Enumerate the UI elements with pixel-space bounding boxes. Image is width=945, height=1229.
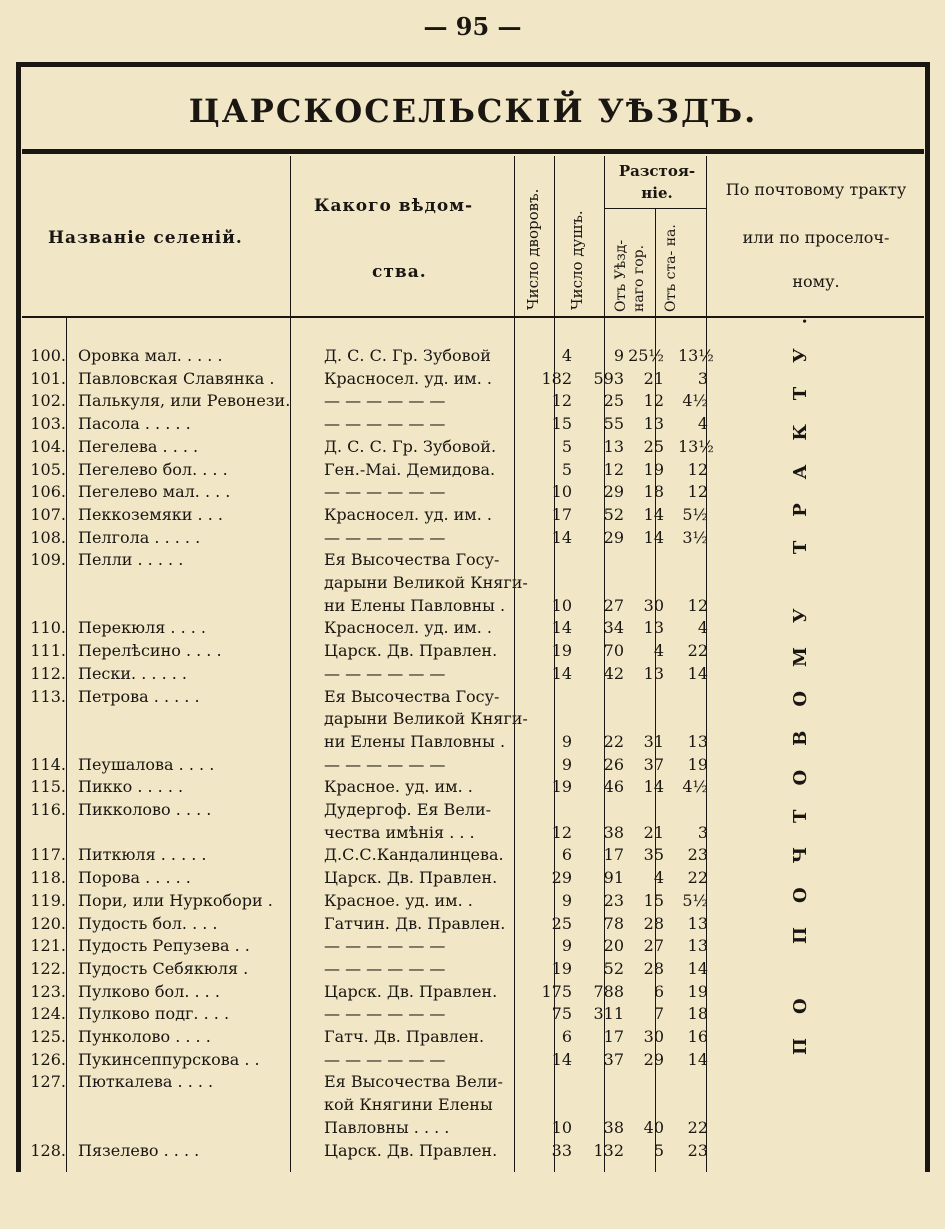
department: Ген.-Маі. Демидова. xyxy=(324,459,496,479)
department: ни Елены Павловны . xyxy=(324,595,506,615)
houses-count: 9 xyxy=(561,754,572,774)
distance-town: 29 xyxy=(643,1049,664,1069)
souls-count: 42 xyxy=(603,663,624,683)
distance-station: 3 xyxy=(697,368,708,388)
table-row xyxy=(22,346,924,369)
department: Царск. Дв. Правлен. xyxy=(324,641,498,661)
houses-count: 9 xyxy=(561,731,572,751)
row-number: 122. xyxy=(30,958,66,978)
row-number: 120. xyxy=(30,913,66,933)
table-row xyxy=(22,1050,924,1073)
distance-station: 23 xyxy=(687,1140,708,1160)
village-name: Перелѣсино . . . . xyxy=(78,641,222,661)
table-row xyxy=(22,641,924,664)
distance-station: 4½ xyxy=(682,777,708,797)
header-names: Названіе селеній. xyxy=(48,228,243,248)
distance-town: 6 xyxy=(653,981,664,1001)
table-row xyxy=(22,1072,924,1095)
row-number: 118. xyxy=(30,868,66,888)
distance-town: 37 xyxy=(643,754,664,774)
village-name: Пулково подг. . . . xyxy=(78,1004,230,1024)
distance-station: 12 xyxy=(687,459,708,479)
souls-count: 23 xyxy=(603,890,624,910)
houses-count: 5 xyxy=(561,436,572,456)
village-name: Пески. . . . . . xyxy=(78,663,187,683)
table-row xyxy=(22,687,924,710)
row-number: 105. xyxy=(30,459,66,479)
header-postal-3: ному. xyxy=(792,272,840,291)
souls-count: 37 xyxy=(603,1049,624,1069)
distance-station: 12 xyxy=(687,595,708,615)
distance-station: 13 xyxy=(687,913,708,933)
table-row xyxy=(22,391,924,414)
houses-count: 5 xyxy=(561,459,572,479)
distance-town: 7 xyxy=(653,1004,664,1024)
department: Д. С. С. Гр. Зубовой. xyxy=(324,436,497,456)
distance-station: 13 xyxy=(687,936,708,956)
village-name: Пунколово . . . . xyxy=(78,1027,211,1046)
distance-town: 30 xyxy=(643,1027,664,1046)
souls-count: 17 xyxy=(603,1027,624,1046)
village-name: Пязелево . . . . xyxy=(78,1140,200,1160)
houses-count: 17 xyxy=(551,504,572,524)
row-number: 104. xyxy=(30,436,66,456)
table-row xyxy=(22,823,924,846)
souls-count: 55 xyxy=(603,414,624,434)
distance-station: 22 xyxy=(687,641,708,661)
department: чества имѣнія . . . xyxy=(324,822,475,842)
department: дарыни Великой Княги- xyxy=(324,709,528,729)
souls-count: 52 xyxy=(603,504,624,524)
department: Царск. Дв. Правлен. xyxy=(324,868,498,888)
distance-town: 14 xyxy=(643,504,664,524)
row-number: 111. xyxy=(30,641,66,661)
distance-town: 27 xyxy=(643,936,664,956)
department: Дудергоф. Ея Вели- xyxy=(324,800,492,819)
distance-town: 19 xyxy=(643,459,664,479)
table-row xyxy=(22,755,924,778)
department: — — — — — — xyxy=(324,482,446,502)
distance-town: 35 xyxy=(643,845,664,865)
department: Павловны . . . . xyxy=(324,1117,450,1137)
souls-count: 29 xyxy=(603,482,624,502)
houses-count: 25 xyxy=(551,913,572,933)
village-name: Палькуля, или Ревонези. xyxy=(78,391,291,411)
row-number: 100. xyxy=(30,346,66,365)
department: Ея Высочества Госу- xyxy=(324,686,500,706)
row-number: 117. xyxy=(30,845,66,865)
table-row xyxy=(22,482,924,505)
table-row xyxy=(22,528,924,551)
distance-town: 21 xyxy=(643,368,664,388)
row-number: 123. xyxy=(30,981,66,1001)
distance-town: 40 xyxy=(643,1117,664,1137)
village-name: Пудость Себякюля . xyxy=(78,958,249,978)
village-name: Перекюля . . . . xyxy=(78,618,207,638)
houses-count: 10 xyxy=(551,482,572,502)
distance-town: 13 xyxy=(643,618,664,638)
distance-station: 18 xyxy=(687,1004,708,1024)
village-name: Пудость бол. . . . xyxy=(78,913,218,933)
distance-station: 3 xyxy=(697,822,708,842)
souls-count: 13 xyxy=(603,436,624,456)
distance-town: 30 xyxy=(643,595,664,615)
row-number: 108. xyxy=(30,527,66,547)
table-row xyxy=(22,550,924,573)
table-row xyxy=(22,664,924,687)
houses-count: 14 xyxy=(551,663,572,683)
department: — — — — — — xyxy=(324,414,446,434)
table-row xyxy=(22,460,924,483)
row-number: 127. xyxy=(30,1072,66,1092)
houses-count: 75 xyxy=(551,1004,572,1024)
row-number: 114. xyxy=(30,754,66,774)
houses-count: 33 xyxy=(551,1140,572,1160)
distance-town: 21 xyxy=(643,822,664,842)
distance-town: 15 xyxy=(643,890,664,910)
village-name: Пулково бол. . . . xyxy=(78,981,220,1001)
department: — — — — — — xyxy=(324,1049,446,1069)
department: Красносел. уд. им. . xyxy=(324,368,492,388)
houses-count: 9 xyxy=(561,936,572,956)
distance-town: 28 xyxy=(643,958,664,978)
houses-count: 175 xyxy=(541,981,572,1001)
department: Гатч. Дв. Правлен. xyxy=(324,1027,485,1046)
header-souls: Число душъ. xyxy=(568,210,586,310)
distance-station: 5½ xyxy=(682,504,708,524)
distance-divider xyxy=(604,208,706,209)
souls-count: 22 xyxy=(603,731,624,751)
table-row xyxy=(22,709,924,732)
distance-station: 14 xyxy=(687,958,708,978)
table-row xyxy=(22,914,924,937)
header-postal-1: По почтовому тракту xyxy=(725,180,907,199)
row-number: 128. xyxy=(30,1140,66,1160)
row-number: 107. xyxy=(30,504,66,524)
souls-count: 34 xyxy=(603,618,624,638)
souls-count: 27 xyxy=(603,595,624,615)
souls-count: 593 xyxy=(593,368,624,388)
row-number: 103. xyxy=(30,414,66,434)
department: Д. С. С. Гр. Зубовой xyxy=(324,346,491,365)
row-number: 116. xyxy=(30,800,66,819)
houses-count: 6 xyxy=(561,1027,572,1046)
houses-count: 19 xyxy=(551,641,572,661)
distance-station: 19 xyxy=(687,754,708,774)
souls-count: 26 xyxy=(603,754,624,774)
department: кой Княгини Елены xyxy=(324,1095,493,1115)
village-name: Порова . . . . . xyxy=(78,868,191,888)
distance-town: 5 xyxy=(653,1140,664,1160)
distance-town: 31 xyxy=(643,731,664,751)
houses-count: 14 xyxy=(551,527,572,547)
table-row xyxy=(22,936,924,959)
village-name: Пелгола . . . . . xyxy=(78,527,201,547)
row-number: 110. xyxy=(30,618,66,638)
department: Д.С.С.Кандалинцева. xyxy=(324,845,504,865)
department: — — — — — — xyxy=(324,958,446,978)
houses-count: 12 xyxy=(551,391,572,411)
department: дарыни Великой Княги- xyxy=(324,573,528,592)
header-distance: Разстоя- ніе. xyxy=(618,162,696,202)
header-dept-1: Какого вѣдом- xyxy=(314,196,474,216)
souls-count: 17 xyxy=(603,845,624,865)
distance-station: 3½ xyxy=(682,527,708,547)
village-name: Пюткалева . . . . xyxy=(78,1072,214,1092)
village-name: Пегелево бол. . . . xyxy=(78,459,228,479)
distance-town: 14 xyxy=(643,527,664,547)
souls-count: 91 xyxy=(603,868,624,888)
houses-count: 15 xyxy=(551,414,572,434)
department: — — — — — — xyxy=(324,1004,446,1024)
distance-station: 12 xyxy=(687,482,708,502)
table-row xyxy=(22,1004,924,1027)
department: — — — — — — xyxy=(324,936,446,956)
distance-station: 4 xyxy=(697,618,708,638)
department: — — — — — — xyxy=(324,391,446,411)
souls-count: 132 xyxy=(593,1140,624,1160)
row-number: 115. xyxy=(30,777,66,797)
table-row xyxy=(22,732,924,755)
souls-count: 25 xyxy=(603,391,624,411)
row-number: 119. xyxy=(30,890,66,910)
village-name: Питкюля . . . . . xyxy=(78,845,207,865)
distance-station: 19 xyxy=(687,981,708,1001)
houses-count: 182 xyxy=(541,368,572,388)
souls-count: 38 xyxy=(603,1117,624,1137)
title-box xyxy=(22,70,924,154)
village-name: Пегелево мал. . . . xyxy=(78,482,231,502)
distance-station: 14 xyxy=(687,1049,708,1069)
souls-count: 20 xyxy=(603,936,624,956)
village-name: Пелли . . . . . xyxy=(78,550,184,570)
department: — — — — — — xyxy=(324,663,446,683)
row-number: 126. xyxy=(30,1049,66,1069)
village-name: Пеккоземяки . . . xyxy=(78,504,223,524)
village-name: Пасола . . . . . xyxy=(78,414,191,434)
table-row xyxy=(22,891,924,914)
houses-count: 4 xyxy=(561,346,572,365)
houses-count: 14 xyxy=(551,618,572,638)
table-row xyxy=(22,505,924,528)
village-name: Пикколово . . . . xyxy=(78,800,212,819)
row-number: 113. xyxy=(30,686,66,706)
row-number: 125. xyxy=(30,1027,66,1046)
village-name: Оровка мал. . . . . xyxy=(78,346,223,365)
distance-station: 16 xyxy=(687,1027,708,1046)
village-name: Пори, или Нуркобори . xyxy=(78,890,273,910)
table-row xyxy=(22,596,924,619)
department: Царск. Дв. Правлен. xyxy=(324,981,498,1001)
distance-station: 4½ xyxy=(682,391,708,411)
distance-station: 13½ xyxy=(678,436,714,456)
table-row xyxy=(22,982,924,1005)
table-row xyxy=(22,437,924,460)
village-name: Пегелева . . . . xyxy=(78,436,199,456)
page-number: — 95 — xyxy=(423,12,522,41)
table-row xyxy=(22,573,924,596)
table-row xyxy=(22,414,924,437)
table-row xyxy=(22,777,924,800)
table-row xyxy=(22,959,924,982)
houses-count: 6 xyxy=(561,845,572,865)
department: Красное. уд. им. . xyxy=(324,890,473,910)
houses-count: 19 xyxy=(551,777,572,797)
header-from-station: Отъ ста- на. xyxy=(663,224,679,312)
distance-station: 22 xyxy=(687,1117,708,1137)
souls-count: 311 xyxy=(593,1004,624,1024)
header-divider xyxy=(22,316,924,318)
souls-count: 788 xyxy=(593,981,624,1001)
header-from-town: Отъ Уѣзд- наго гор. xyxy=(613,239,647,312)
village-name: Пикко . . . . . xyxy=(78,777,184,797)
houses-count: 29 xyxy=(551,868,572,888)
department: Царск. Дв. Правлен. xyxy=(324,1140,498,1160)
department: Красносел. уд. им. . xyxy=(324,504,492,524)
distance-town: 28 xyxy=(643,913,664,933)
table-row xyxy=(22,800,924,823)
souls-count: 46 xyxy=(603,777,624,797)
table-row xyxy=(22,369,924,392)
distance-town: 4 xyxy=(653,641,664,661)
souls-count: 29 xyxy=(603,527,624,547)
houses-count: 19 xyxy=(551,958,572,978)
distance-town: 13 xyxy=(643,663,664,683)
department: Гатчин. Дв. Правлен. xyxy=(324,913,506,933)
distance-station: 14 xyxy=(687,663,708,683)
distance-station: 5½ xyxy=(682,890,708,910)
header-dept-2: ства. xyxy=(372,262,427,282)
table-row xyxy=(22,1118,924,1141)
department: Красное. уд. им. . xyxy=(324,777,473,797)
souls-count: 70 xyxy=(603,641,624,661)
distance-town: 12 xyxy=(643,391,664,411)
distance-town: 25 xyxy=(643,436,664,456)
postal-route-vertical: ПО ПОЧТОВОМУ ТРАКТУ. xyxy=(790,293,811,1055)
table-row xyxy=(22,618,924,641)
distance-town: 4 xyxy=(653,868,664,888)
distance-station: 13½ xyxy=(678,346,714,365)
village-name: Пеушалова . . . . xyxy=(78,754,215,774)
row-number: 101. xyxy=(30,368,66,388)
souls-count: 12 xyxy=(603,459,624,479)
department: Ея Высочества Госу- xyxy=(324,550,500,570)
houses-count: 14 xyxy=(551,1049,572,1069)
village-name: Петрова . . . . . xyxy=(78,686,200,706)
row-number: 121. xyxy=(30,936,66,956)
houses-count: 9 xyxy=(561,890,572,910)
row-number: 106. xyxy=(30,482,66,502)
distance-town: 13 xyxy=(643,414,664,434)
department: — — — — — — xyxy=(324,754,446,774)
table-row xyxy=(22,1141,924,1164)
department: Ея Высочества Вели- xyxy=(324,1072,503,1092)
header-postal-2: или по проселоч- xyxy=(742,228,890,247)
distance-station: 4 xyxy=(697,414,708,434)
village-name: Павловская Славянка . xyxy=(78,368,275,388)
souls-count: 52 xyxy=(603,958,624,978)
distance-town: 14 xyxy=(643,777,664,797)
houses-count: 10 xyxy=(551,595,572,615)
village-name: Пудость Репузева . . xyxy=(78,936,250,956)
table-row xyxy=(22,845,924,868)
department: Красносел. уд. им. . xyxy=(324,618,492,638)
souls-count: 78 xyxy=(603,913,624,933)
table-row xyxy=(22,1095,924,1118)
distance-station: 23 xyxy=(687,845,708,865)
souls-count: 9 xyxy=(613,346,624,365)
row-number: 102. xyxy=(30,391,66,411)
houses-count: 10 xyxy=(551,1117,572,1137)
distance-town: 25½ xyxy=(628,346,664,365)
header-houses: Число дворовъ. xyxy=(524,188,542,310)
row-number: 112. xyxy=(30,663,66,683)
department: — — — — — — xyxy=(324,527,446,547)
table-row xyxy=(22,1027,924,1050)
distance-station: 22 xyxy=(687,868,708,888)
row-number: 124. xyxy=(30,1004,66,1024)
row-number: 109. xyxy=(30,550,66,570)
souls-count: 38 xyxy=(603,822,624,842)
distance-town: 18 xyxy=(643,482,664,502)
page-title: ЦАРСКОСЕЛЬСКІЙ УѢЗДЪ. xyxy=(188,92,758,130)
village-name: Пукинсеппурскова . . xyxy=(78,1049,260,1069)
department: ни Елены Павловны . xyxy=(324,731,506,751)
table-row xyxy=(22,868,924,891)
distance-station: 13 xyxy=(687,731,708,751)
houses-count: 12 xyxy=(551,822,572,842)
